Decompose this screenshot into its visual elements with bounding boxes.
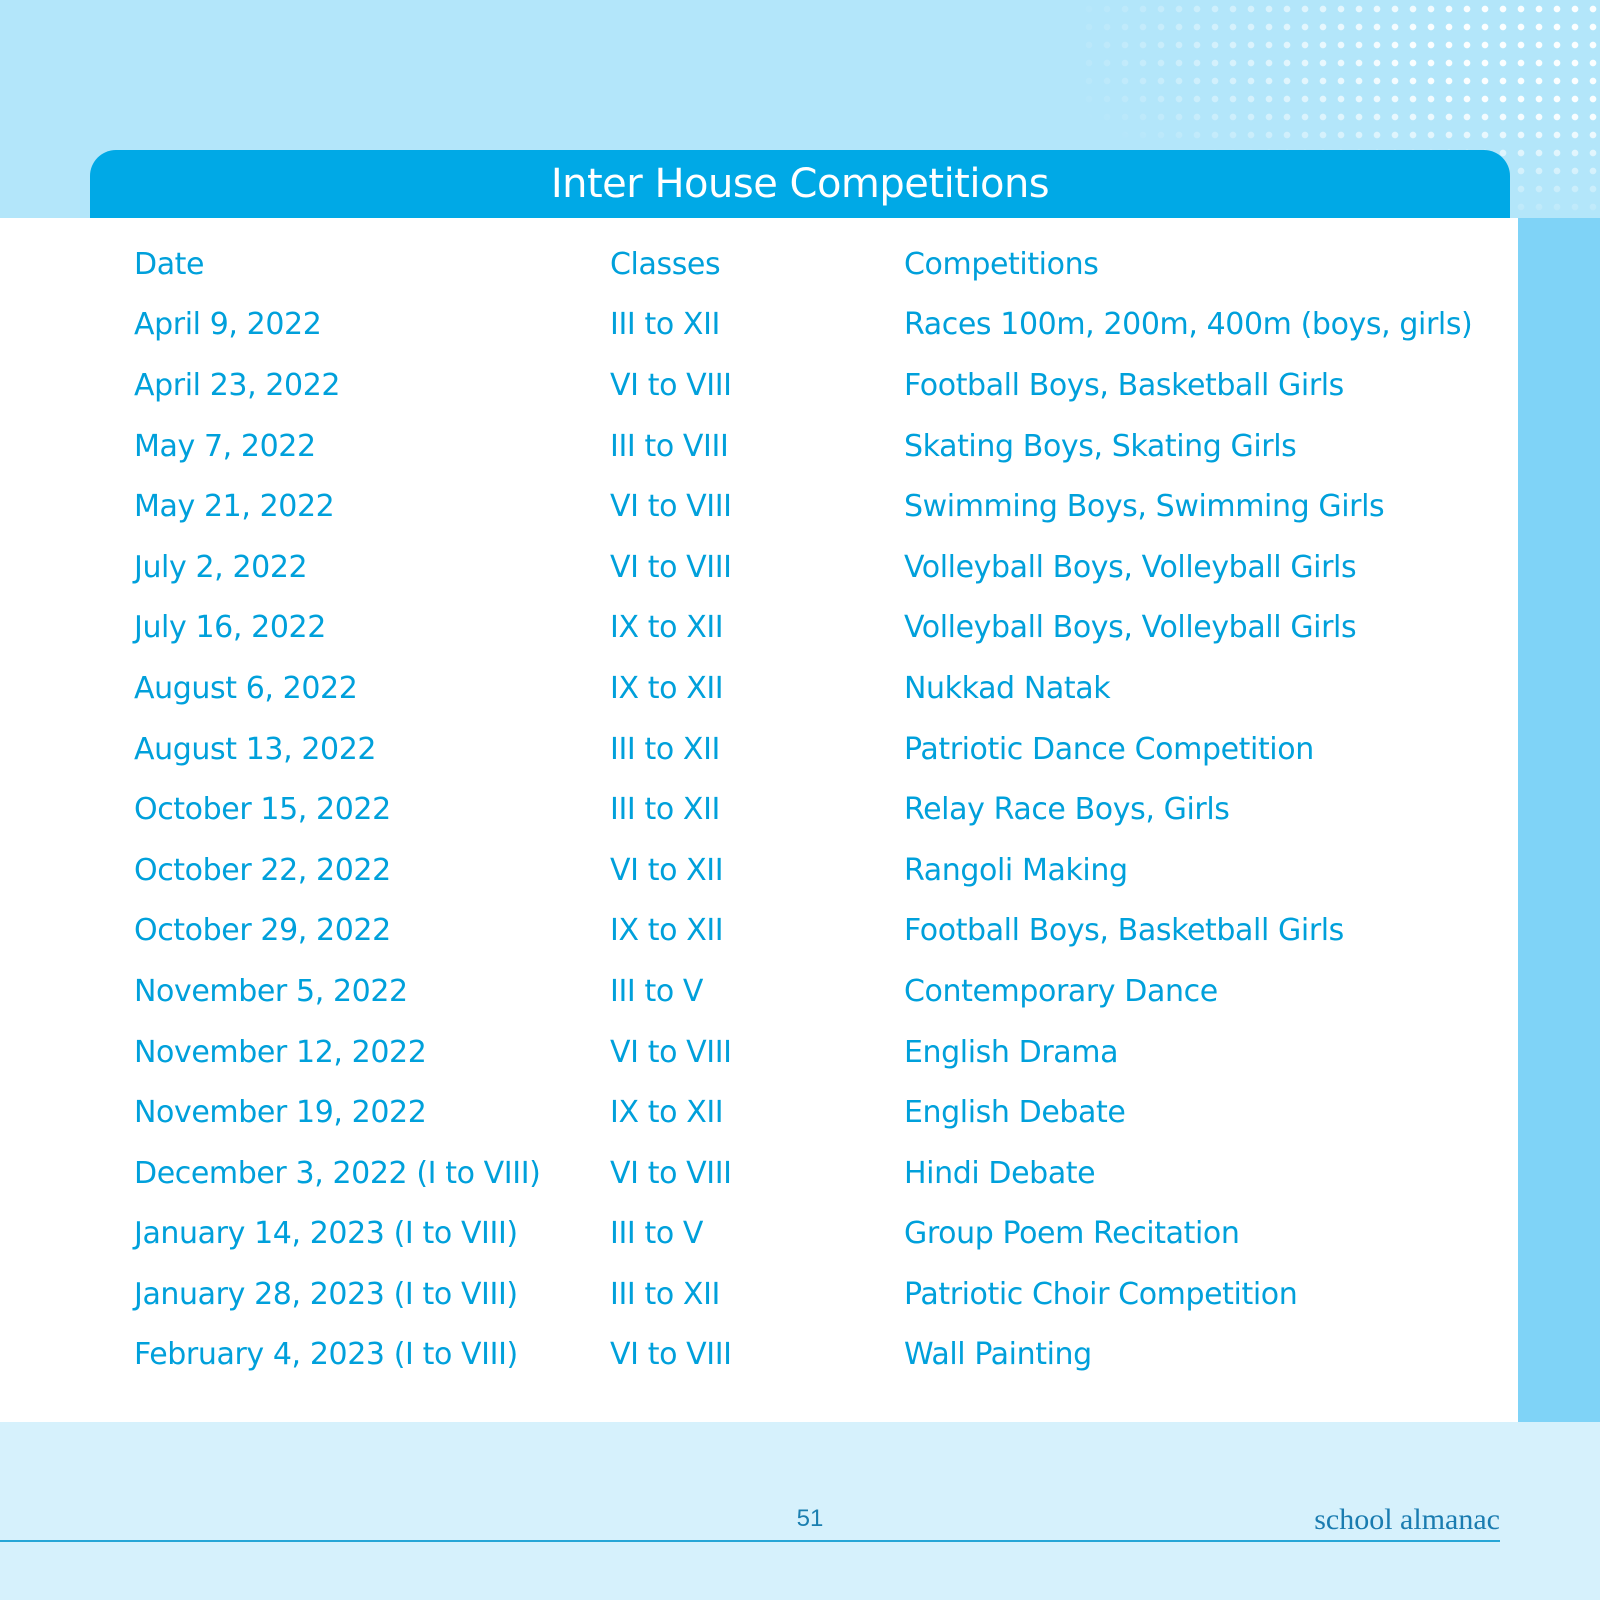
classes-cell: III to V <box>610 973 704 1009</box>
title-banner <box>90 150 1510 218</box>
publication-brand: school almanac <box>1314 1503 1500 1536</box>
classes-cell: III to XII <box>610 1276 720 1312</box>
date-cell: November 5, 2022 <box>134 973 408 1009</box>
page-title: Inter House Competitions <box>550 161 1050 207</box>
date-cell: November 19, 2022 <box>134 1095 427 1131</box>
table-row <box>134 537 1514 598</box>
date-cell: April 23, 2022 <box>134 367 341 403</box>
classes-cell: IX to XII <box>610 1095 724 1131</box>
table-row <box>134 719 1514 780</box>
classes-cell: VI to VIII <box>610 489 732 525</box>
competition-cell: Hindi Debate <box>904 1155 1096 1191</box>
competition-cell: Skating Boys, Skating Girls <box>904 428 1297 464</box>
competition-cell: Swimming Boys, Swimming Girls <box>904 489 1385 525</box>
date-cell: November 12, 2022 <box>134 1034 427 1070</box>
classes-cell: IX to XII <box>610 913 724 949</box>
date-cell: July 2, 2022 <box>134 549 308 585</box>
classes-cell: VI to VIII <box>610 1034 732 1070</box>
competitions-table <box>134 234 1514 1385</box>
table-row <box>134 598 1514 659</box>
table-row <box>134 1143 1514 1204</box>
competition-cell: Races 100m, 200m, 400m (boys, girls) <box>904 307 1473 343</box>
competition-cell: Volleyball Boys, Volleyball Girls <box>904 549 1357 585</box>
table-row <box>134 1082 1514 1143</box>
competition-cell: English Drama <box>904 1034 1119 1070</box>
classes-cell: III to V <box>610 1216 704 1252</box>
table-row <box>134 1264 1514 1325</box>
date-cell: August 13, 2022 <box>134 731 377 767</box>
table-row <box>134 1325 1514 1386</box>
date-cell: December 3, 2022 (I to VIII) <box>134 1155 541 1191</box>
classes-cell: III to XII <box>610 731 720 767</box>
classes-cell: III to XII <box>610 792 720 828</box>
footer-rule <box>0 1540 1500 1542</box>
competition-cell: Football Boys, Basketball Girls <box>904 913 1344 949</box>
competition-cell: Contemporary Dance <box>904 973 1218 1009</box>
column-header-competitions: Competitions <box>904 246 1099 282</box>
table-row <box>134 840 1514 901</box>
column-header-classes: Classes <box>610 246 721 282</box>
table-row <box>134 779 1514 840</box>
date-cell: April 9, 2022 <box>134 307 322 343</box>
date-cell: May 7, 2022 <box>134 428 316 464</box>
competition-cell: Volleyball Boys, Volleyball Girls <box>904 610 1357 646</box>
date-cell: October 22, 2022 <box>134 852 391 888</box>
competition-cell: Patriotic Dance Competition <box>904 731 1314 767</box>
classes-cell: IX to XII <box>610 670 724 706</box>
table-row <box>134 476 1514 537</box>
classes-cell: VI to VIII <box>610 367 732 403</box>
classes-cell: III to XII <box>610 307 720 343</box>
classes-cell: IX to XII <box>610 610 724 646</box>
competition-cell: Relay Race Boys, Girls <box>904 792 1230 828</box>
table-row <box>134 1022 1514 1083</box>
classes-cell: VI to XII <box>610 852 724 888</box>
competition-cell: English Debate <box>904 1095 1126 1131</box>
table-row <box>134 1204 1514 1265</box>
competition-cell: Patriotic Choir Competition <box>904 1276 1298 1312</box>
table-row <box>134 658 1514 719</box>
right-decorative-strip <box>1518 218 1600 1422</box>
table-row <box>134 416 1514 477</box>
page-number: 51 <box>796 1505 824 1532</box>
table-header-row <box>134 234 1514 295</box>
date-cell: January 14, 2023 (I to VIII) <box>134 1216 518 1252</box>
column-header-date: Date <box>134 246 205 282</box>
date-cell: October 15, 2022 <box>134 792 391 828</box>
table-row <box>134 295 1514 356</box>
classes-cell: VI to VIII <box>610 1337 732 1373</box>
competition-cell: Group Poem Recitation <box>904 1216 1240 1252</box>
date-cell: August 6, 2022 <box>134 670 358 706</box>
classes-cell: VI to VIII <box>610 1155 732 1191</box>
competition-cell: Football Boys, Basketball Girls <box>904 367 1344 403</box>
table-row <box>134 355 1514 416</box>
competition-cell: Nukkad Natak <box>904 670 1111 706</box>
competition-cell: Rangoli Making <box>904 852 1128 888</box>
table-row <box>134 901 1514 962</box>
classes-cell: III to VIII <box>610 428 729 464</box>
date-cell: October 29, 2022 <box>134 913 391 949</box>
date-cell: May 21, 2022 <box>134 489 335 525</box>
date-cell: July 16, 2022 <box>134 610 326 646</box>
date-cell: February 4, 2023 (I to VIII) <box>134 1337 518 1373</box>
date-cell: January 28, 2023 (I to VIII) <box>134 1276 518 1312</box>
competition-cell: Wall Painting <box>904 1337 1092 1373</box>
table-row <box>134 961 1514 1022</box>
classes-cell: VI to VIII <box>610 549 732 585</box>
